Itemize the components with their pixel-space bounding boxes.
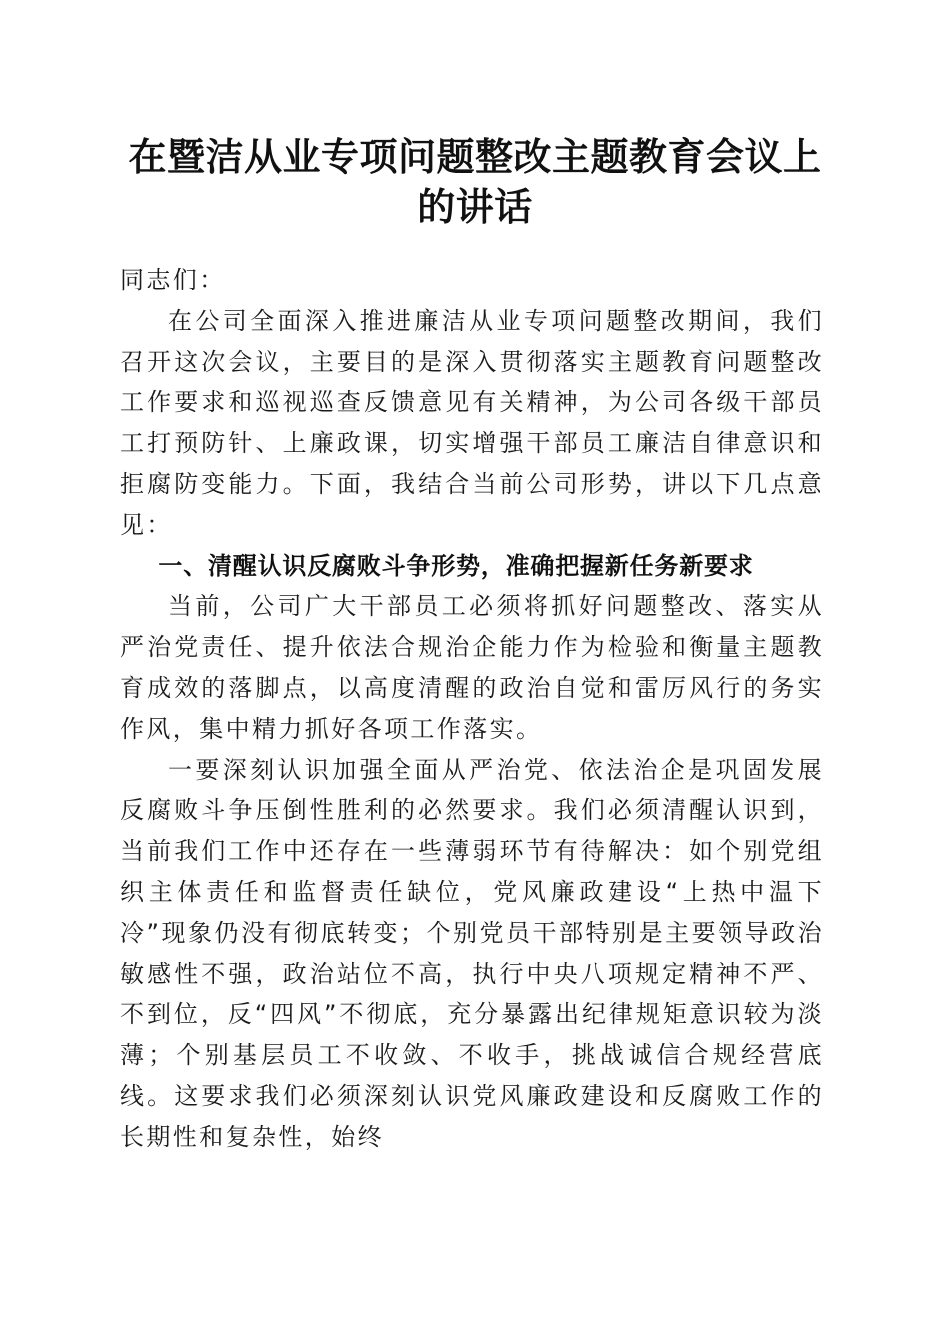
document-title: 在暨洁从业专项问题整改主题教育会议上的讲话	[128, 134, 822, 229]
section-1-paragraph-1: 当前，公司广大干部员工必须将抓好问题整改、落实从严治党责任、提升依法合规治企能力作为检验和衡量主题教育成效的落脚点，以高度清醒的政治自觉和雷厉风行的务实作风，集中精力抓好各项工作落实。	[120, 592, 824, 743]
intro-paragraph: 在公司全面深入推进廉洁从业专项问题整改期间，我们召开这次会议，主要目的是深入贯彻落实主题教育问题整改工作要求和巡视巡查反馈意见有关精神，为公司各级干部员工打预防针、上廉政课，切实增强干部员工廉洁自律意识和拒腐防变能力。下面，我结合当前公司形势，讲以下几点意见：	[120, 306, 824, 539]
section-heading-1: 一、清醒认识反腐败斗争形势，准确把握新任务新要求	[158, 551, 754, 580]
salutation: 同志们：	[120, 266, 226, 294]
document-body	[120, 260, 824, 1158]
section-1-paragraph-2: 一要深刻认识加强全面从严治党、依法治企是巩固发展反腐败斗争压倒性胜利的必然要求。我们必须清醒认识到，当前我们工作中还存在一些薄弱环节有待解决：如个别党组织主体责任和监督责任缺位，党风廉政建设“上热中温下冷”现象仍没有彻底转变；个别党员干部特别是主要领导政治敏感性不强，政治站位不高，执行中央八项规定精神不严、不到位，反“四风”不彻底，充分暴露出纪律规矩意识较为淡薄；个别基层员工不收敛、不收手，挑战诚信合规经营底线。这要求我们必须深刻认识党风廉政建设和反腐败工作的长期性和复杂性，始终	[120, 755, 824, 1151]
